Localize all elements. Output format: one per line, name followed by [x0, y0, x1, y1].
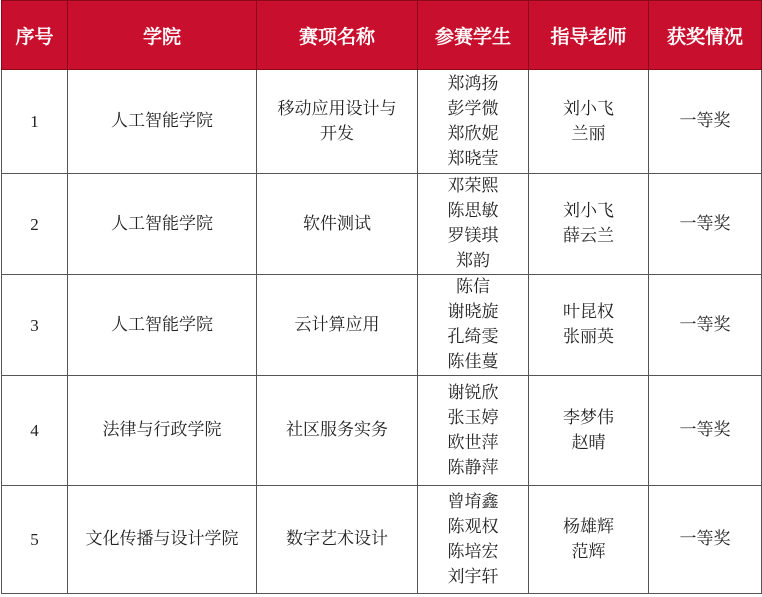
- event-line: 开发: [320, 123, 354, 144]
- cell-students: [418, 275, 529, 376]
- teacher-name: 刘小飞: [563, 201, 614, 221]
- student-name: 陈观权: [447, 516, 499, 537]
- cell-no: 2: [2, 174, 68, 275]
- teacher-name: 薛云兰: [563, 226, 614, 246]
- student-name: 陈培宏: [447, 541, 499, 562]
- student-name: 刘宇轩: [447, 566, 499, 587]
- student-name: 谢晓旋: [447, 302, 499, 322]
- student-name: 张玉婷: [447, 407, 499, 428]
- cell-award: 一等奖: [649, 174, 762, 275]
- header-row: [2, 1, 762, 70]
- cell-students: [418, 174, 529, 275]
- student-name: 谢锐欣: [447, 382, 499, 403]
- event-line: 社区服务实务: [286, 420, 388, 440]
- cell-no: 3: [2, 275, 68, 376]
- cell-college: 人工智能学院: [68, 174, 257, 275]
- cell-event: [257, 486, 418, 594]
- table-row: [2, 376, 762, 486]
- header-college: 学院: [68, 1, 257, 70]
- cell-teachers: [529, 275, 649, 376]
- teacher-name: 兰丽: [571, 123, 606, 144]
- student-name: 陈思敏: [447, 201, 499, 221]
- cell-students: [418, 486, 529, 594]
- header-award: 获奖情况: [649, 1, 762, 70]
- event-line: 数字艺术设计: [286, 529, 388, 549]
- cell-teachers: [529, 174, 649, 275]
- teacher-name: 杨雄辉: [563, 516, 614, 537]
- teacher-name: 叶昆权: [563, 302, 614, 322]
- cell-students: [418, 376, 529, 486]
- cell-event: [257, 174, 418, 275]
- cell-award: 一等奖: [649, 275, 762, 376]
- student-name: 陈信: [456, 277, 490, 297]
- cell-teachers: [529, 486, 649, 594]
- teacher-name: 赵晴: [571, 432, 606, 453]
- table-row: [2, 275, 762, 376]
- student-name: 邓荣熙: [447, 176, 499, 196]
- cell-event: [257, 70, 418, 174]
- header-event: 赛项名称: [257, 1, 418, 70]
- teacher-name: 张丽英: [563, 327, 614, 347]
- teacher-name: 李梦伟: [563, 407, 614, 428]
- table-row: [2, 70, 762, 174]
- cell-event: [257, 376, 418, 486]
- cell-college: 法律与行政学院: [68, 376, 257, 486]
- event-line: 移动应用设计与: [277, 98, 397, 119]
- cell-college: 文化传播与设计学院: [68, 486, 257, 594]
- event-line: 云计算应用: [294, 314, 380, 335]
- teacher-name: 范辉: [571, 541, 606, 562]
- student-name: 郑晓莹: [447, 148, 499, 169]
- cell-no: 5: [2, 486, 68, 594]
- cell-teachers: [529, 70, 649, 174]
- table-row: [2, 486, 762, 594]
- student-name: 郑欣妮: [447, 123, 499, 144]
- cell-teachers: [529, 376, 649, 486]
- cell-award: 一等奖: [649, 70, 762, 174]
- cell-college: 人工智能学院: [68, 70, 257, 174]
- header-students: 参赛学生: [418, 1, 529, 70]
- cell-event: [257, 275, 418, 376]
- header-teachers: 指导老师: [529, 1, 649, 70]
- student-name: 罗镁琪: [447, 226, 499, 246]
- awards-table: [1, 0, 762, 594]
- event-line: 软件测试: [303, 213, 371, 234]
- cell-no: 4: [2, 376, 68, 486]
- student-name: 陈佳蔓: [447, 352, 499, 372]
- table-row: [2, 174, 762, 275]
- cell-award: 一等奖: [649, 486, 762, 594]
- cell-no: 1: [2, 70, 68, 174]
- cell-students: [418, 70, 529, 174]
- student-name: 欧世萍: [447, 432, 499, 453]
- student-name: 郑鸿扬: [447, 73, 499, 94]
- student-name: 彭学微: [447, 98, 499, 119]
- student-name: 郑韵: [456, 251, 490, 271]
- header-no: 序号: [2, 1, 68, 70]
- student-name: 陈静萍: [447, 457, 499, 478]
- teacher-name: 刘小飞: [563, 98, 614, 119]
- cell-award: 一等奖: [649, 376, 762, 486]
- student-name: 孔绮雯: [447, 327, 499, 347]
- student-name: 曾堉鑫: [447, 491, 499, 512]
- cell-college: 人工智能学院: [68, 275, 257, 376]
